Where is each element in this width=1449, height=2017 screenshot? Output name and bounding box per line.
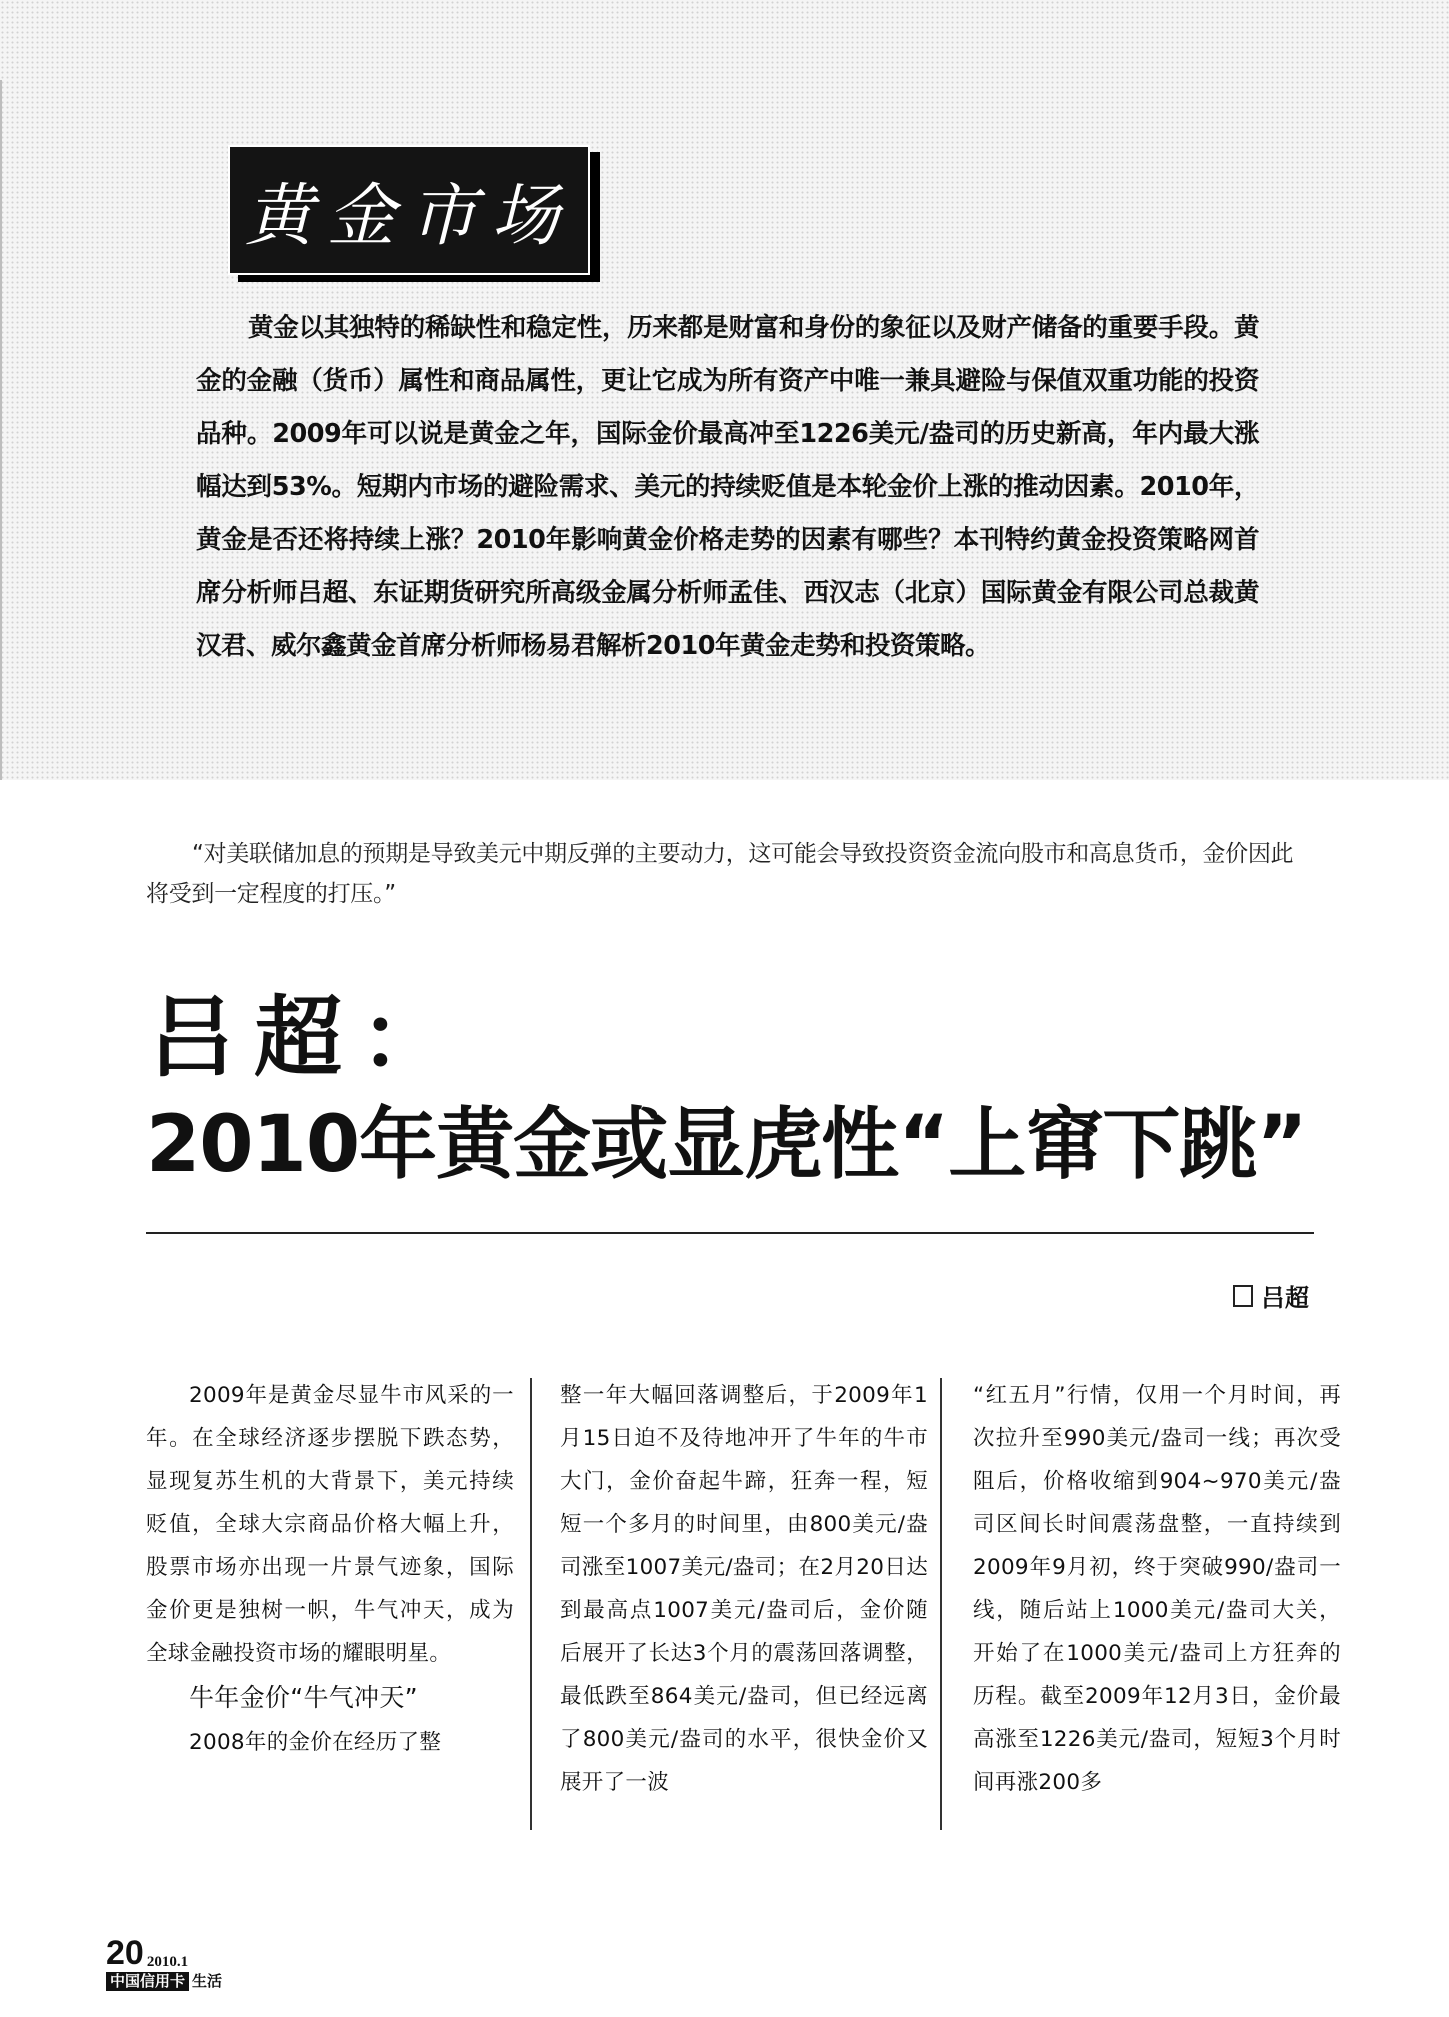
byline [1233,1278,1309,1313]
body-paragraph: “红五月”行情，仅用一个月时间，再次拉升至990美元/盎司一线；再次受阻后，价格收缩到904~970美元/盎司区间长时间震荡盘整，一直持续到2009年9月初，终于突破990/盎司一线，随后站上1000美元/盎司大关，开始了在1000美元/盎司上方狂奔的历程。截至2009年12月3日，金价最高涨至1226美元/盎司，短短3个月时间再涨200多 [973,1383,1341,1795]
column-divider [940,1378,942,1830]
square-box-icon [1233,1285,1253,1307]
body-paragraph: 整一年大幅回落调整后，于2009年1月15日迫不及待地冲开了牛年的牛市大门，金价奋起牛蹄，狂奔一程，短短一个多月的时间里，由800美元/盎司涨至1007美元/盎司；在2月20日达到最高点1007美元/盎司后，金价随后展开了长达3个月的震荡回落调整，最低跌至864美元/盎司，但已经远离了800美元/盎司的水平，很快金价又展开了一波 [560,1383,928,1795]
column-divider [530,1378,532,1830]
body-column-2 [560,1374,928,1854]
headline-main: 2010年黄金或显虎性“上窜下跳” [146,1100,1307,1190]
page-number: 20 [106,1934,144,1972]
page-edge-line [0,80,2,780]
headline-divider [146,1232,1314,1234]
page-folio [106,1936,222,1991]
body-paragraph: 2008年的金价在经历了整 [189,1730,442,1755]
headline-name: 吕超： [148,986,467,1089]
magazine-logo-suffix: 生活 [192,1972,223,1990]
body-column-3 [973,1374,1341,1854]
body-column-1 [146,1374,514,1854]
pull-quote: “对美联储加息的预期是导致美元中期反弹的主要动力，这可能会导致投资资金流向股市和高息货币，金价因此将受到一定程度的打压。” [146,841,1294,907]
body-paragraph: 2009年是黄金尽显牛市风采的一年。在全球经济逐步摆脱下跌态势，显现复苏生机的大背景下，美元持续贬值，全球大宗商品价格大幅上升，股票市场亦出现一片景气迹象，国际金价更是独树一帜，牛气冲天，成为全球金融投资市场的耀眼明星。 [146,1383,514,1666]
section-rubric: 黄金市场 [228,145,590,275]
byline-author: 吕超 [1261,1284,1309,1312]
magazine-logo: 中国信用卡 [106,1972,189,1991]
section-subhead: 牛年金价“牛气冲天” [189,1683,418,1712]
intro-paragraph: 黄金以其独特的稀缺性和稳定性，历来都是财富和身份的象征以及财产储备的重要手段。黄金的金融（货币）属性和商品属性，更让它成为所有资产中唯一兼具避险与保值双重功能的投资品种。2009年可以说是黄金之年，国际金价最高冲至1226美元/盎司的历史新高，年内最大涨幅达到53%。短期内市场的避险需求、美元的持续贬值是本轮金价上涨的推动因素。2010年，黄金是否还将持续上涨？2010年影响黄金价格走势的因素有哪些？本刊特约黄金投资策略网首席分析师吕超、东证期货研究所高级金属分析师孟佳、西汉志（北京）国际黄金有限公司总裁黄汉君、威尔鑫黄金首席分析师杨易君解析2010年黄金走势和投资策略。 [196,313,1259,661]
issue-date: 2010.1 [146,1954,189,1970]
